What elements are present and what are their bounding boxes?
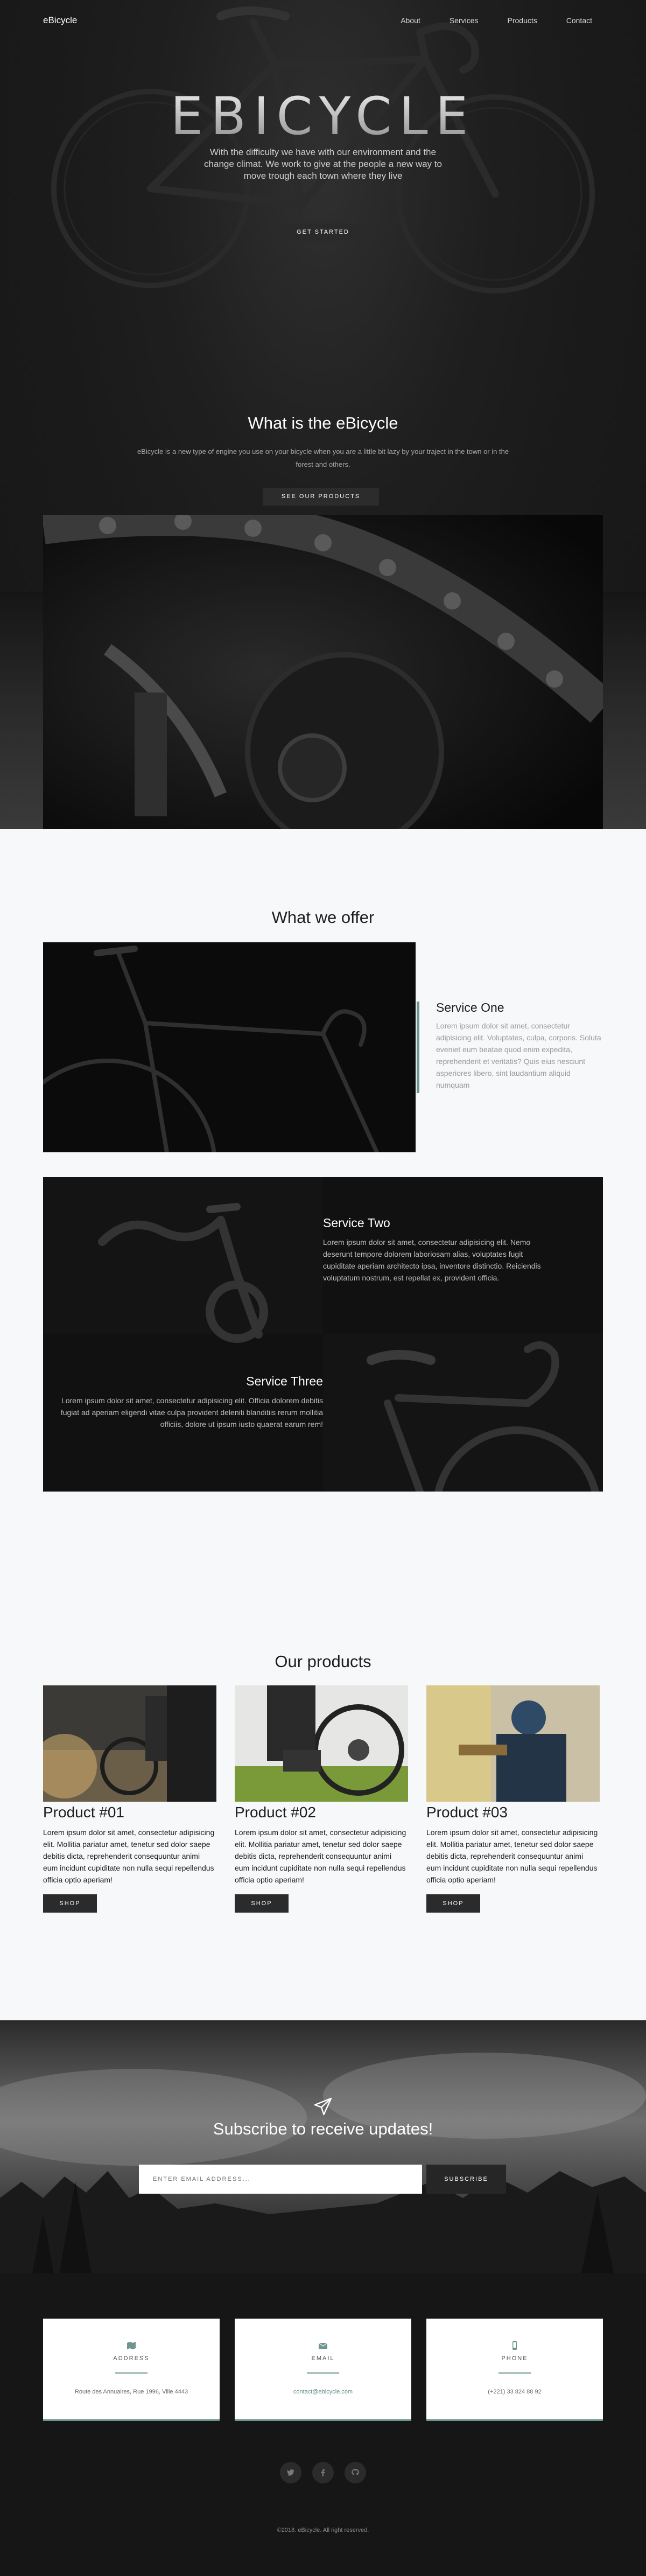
twitter-icon [286, 2468, 295, 2477]
product-image [43, 1685, 216, 1802]
product-card [43, 1685, 216, 1913]
service-one-text: Lorem ipsum dolor sit amet, consectetur adipisicing elit. Voluptates, culpa, corporis. Soluta eveniet eum beatae quod enim expedita, reprehenderit et veritatis? Quis eius nesciunt asperiores libero, sint laudantium aliquid numquam [436, 1021, 601, 1089]
get-started-button[interactable]: GET STARTED [280, 223, 366, 241]
shop-button[interactable]: SHOP [235, 1894, 289, 1913]
github-link[interactable] [345, 2462, 366, 2483]
twitter-link[interactable] [280, 2462, 301, 2483]
product-image [235, 1685, 408, 1802]
service-one-accent [417, 1002, 419, 1093]
phone-divider [498, 2372, 531, 2374]
product-card [235, 1685, 408, 1913]
chain-image [43, 515, 603, 829]
map-icon [126, 2340, 137, 2351]
address-label: ADDRESS [113, 2355, 150, 2362]
subscribe-button[interactable]: SUBSCRIBE [426, 2165, 506, 2194]
mobile-icon [509, 2340, 520, 2351]
product-image [426, 1685, 600, 1802]
service-one-title: Service One [436, 1000, 504, 1014]
brand-logo[interactable]: eBicycle [43, 15, 78, 25]
what-title: What is the eBicycle [248, 414, 398, 432]
email-divider [307, 2372, 339, 2374]
address-value: Route des Annuaires, Rue 1996, Ville 4443 [74, 2389, 188, 2395]
see-products-button[interactable]: SEE OUR PRODUCTS [263, 488, 379, 506]
products-title: Our products [275, 1652, 371, 1671]
facebook-link[interactable] [312, 2462, 334, 2483]
hero-title: EBICYCLE [0, 86, 646, 146]
subscribe-title: Subscribe to receive updates! [213, 2119, 433, 2138]
service-two-text: Lorem ipsum dolor sit amet, consectetur adipisicing elit. Nemo deserunt tempore dolorem laboriosam alias, voluptates fugit cupiditate aperiam architecto ipsa, inventore distinctio. Reiciendis voluptatum nostrum, est repellat ex, provident officia. [323, 1238, 541, 1282]
service-three-title: Service Three [246, 1374, 323, 1388]
phone-card [426, 2319, 603, 2421]
nav-link-contact[interactable]: Contact [566, 16, 592, 25]
product-card [426, 1685, 600, 1913]
top-nav [43, 15, 603, 31]
product-text: Lorem ipsum dolor sit amet, consectetur adipisicing elit. Mollitia pariatur amet, tenetur sed dolor saepe debitis dicta, reprehenderit consequuntur animi eum incidunt cupiditate non nulla sequi repellendus officia optio aperiam! [426, 1828, 598, 1884]
nav-link-products[interactable]: Products [507, 16, 537, 25]
offer-title: What we offer [271, 908, 375, 927]
github-icon [351, 2468, 360, 2477]
product-text: Lorem ipsum dolor sit amet, consectetur adipisicing elit. Mollitia pariatur amet, tenetur sed dolor saepe debitis dicta, reprehenderit consequuntur animi eum incidunt cupiditate non nulla sequi repellendus officia optio aperiam! [43, 1828, 215, 1884]
shop-button[interactable]: SHOP [426, 1894, 480, 1913]
phone-value: (+221) 33 824 88 92 [488, 2389, 542, 2395]
product-text: Lorem ipsum dolor sit amet, consectetur adipisicing elit. Mollitia pariatur amet, tenetur sed dolor saepe debitis dicta, reprehenderit consequuntur animi eum incidunt cupiditate non nulla sequi repellendus officia optio aperiam! [235, 1828, 406, 1884]
email-input[interactable] [139, 2165, 422, 2194]
email-link[interactable]: contact@ebicycle.com [293, 2389, 353, 2395]
phone-label: PHONE [501, 2355, 528, 2362]
facebook-icon [319, 2468, 327, 2477]
forest-background-image [0, 2020, 646, 2273]
nav-link-about[interactable]: About [401, 16, 420, 25]
shop-button[interactable]: SHOP [43, 1894, 97, 1913]
what-text: eBicycle is a new type of engine you use on your bicycle when you are a little bit lazy by your traject in the town or in the forest and others. [137, 447, 509, 468]
product-name: Product #01 [43, 1804, 124, 1821]
copyright: ©2018. eBicycle. All right reserved. [277, 2527, 369, 2533]
service-one-image [43, 942, 416, 1152]
envelope-icon [318, 2340, 328, 2351]
nav-links [401, 16, 592, 25]
service-three-text: Lorem ipsum dolor sit amet, consectetur adipisicing elit. Officia dolorem debitis fugiat ad aperiam eligendi vitae culpa provident deleniti blanditiis rerum mollitia officiis, dolore ut ipsum iusto quaerat earum rem! [60, 1396, 323, 1429]
hero-subtitle: With the difficulty we have with our environment and the change climat. We work to give at the people a new way to move trough each town where they live [204, 147, 442, 181]
nav-link-services[interactable]: Services [449, 16, 479, 25]
address-divider [115, 2372, 148, 2374]
service-two-title: Service Two [323, 1216, 390, 1230]
email-label: EMAIL [311, 2355, 335, 2362]
product-name: Product #02 [235, 1804, 316, 1821]
product-name: Product #03 [426, 1804, 508, 1821]
email-card [235, 2319, 411, 2421]
paper-plane-icon [313, 2097, 333, 2116]
address-card [43, 2319, 220, 2421]
